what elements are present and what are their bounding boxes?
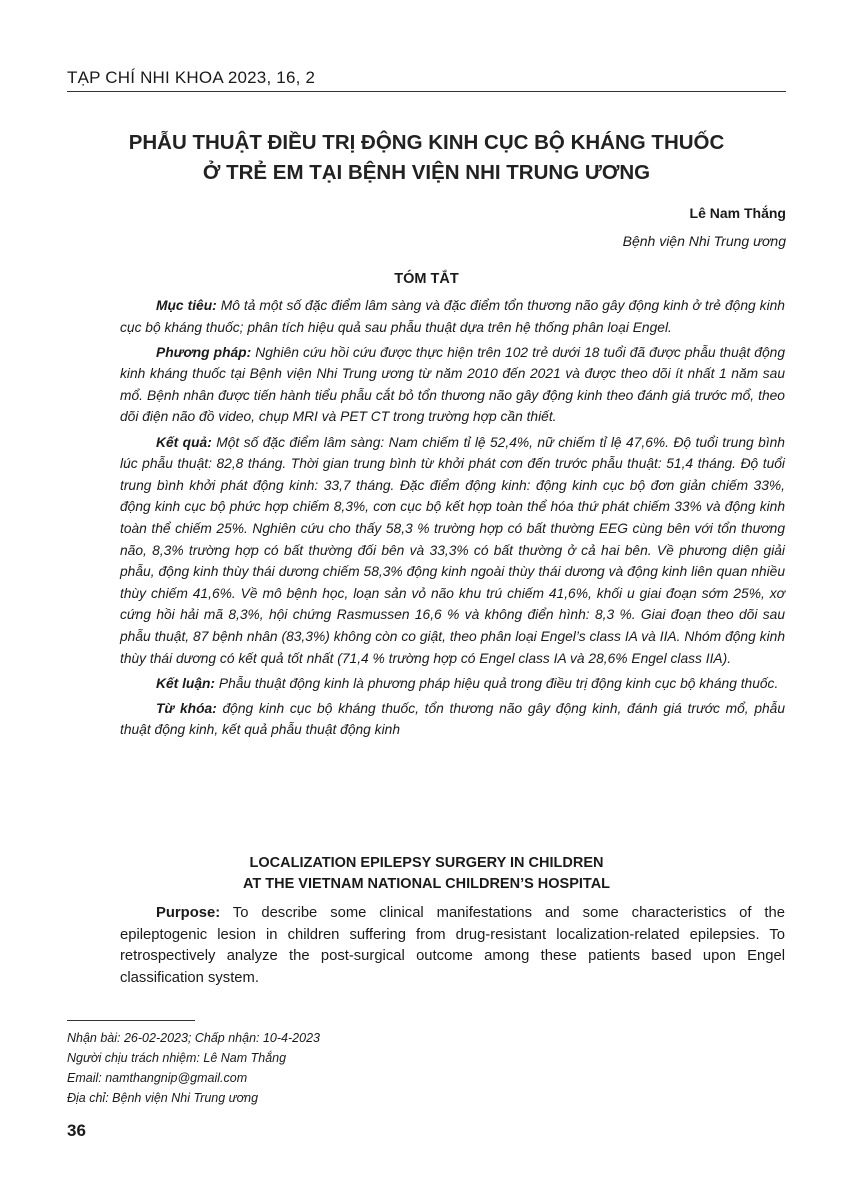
- purpose-paragraph: [120, 903, 785, 989]
- article-title: [67, 128, 786, 188]
- author-name: Lê Nam Thắng: [689, 205, 786, 221]
- objective-paragraph: [120, 295, 785, 338]
- method-text: Nghiên cứu hồi cứu được thực hiện trên 102 trẻ dưới 18 tuổi đã được phẫu thuật động kinh kháng thuốc tại Bệnh viện Nhi Trung ương từ năm 2010 đến 2021 và được theo dõi ít nhất 1 năm sau mổ. Bệnh nhân được tiến hành tiểu phẫu cắt bỏ tổn thương não gây động kinh theo đánh giá trước mổ, theo dõi điện não đồ video, chụp MRI và PET CT trong trường hợp cần thiết.: [120, 344, 786, 425]
- abstract-heading: TÓM TẮT: [394, 271, 459, 287]
- english-title-line-1: LOCALIZATION EPILEPSY SURGERY IN CHILDREN: [249, 855, 604, 871]
- english-title-line-2: AT THE VIETNAM NATIONAL CHILDREN’S HOSPITAL: [242, 876, 611, 892]
- objective-text: Mô tả một số đặc điểm lâm sàng và đặc điểm tổn thương não gây động kinh ở trẻ động kinh cục bộ kháng thuốc; phân tích hiệu quả sau phẫu thuật dựa trên hệ thống phân loại Engel.: [120, 298, 785, 335]
- footnote-rule: [67, 1020, 195, 1021]
- english-abstract: [120, 903, 785, 989]
- title-line-2: Ở TRẺ EM TẠI BỆNH VIỆN NHI TRUNG ƯƠNG: [202, 161, 651, 184]
- footnote-received: Nhận bài: 26-02-2023; Chấp nhận: 10-4-2023: [67, 1031, 320, 1045]
- keywords-label: Từ khóa:: [156, 700, 217, 716]
- results-paragraph: [120, 432, 785, 670]
- footnotes: [67, 1028, 320, 1108]
- results-text: Một số đặc điểm lâm sàng: Nam chiếm tỉ lệ 52,4%, nữ chiếm tỉ lệ 47,6%. Độ tuổi trung bình lúc phẫu thuật: 82,8 tháng. Thời gian trung bình từ khởi phát cơn đến trước phẫu thuật: 51,4 tháng. Độ tuổi trung bình khởi phát động kinh: 33,7 tháng. Đặc điểm động kinh: động kinh cục bộ đơn giản chiếm 33%, động kinh cục bộ phức hợp chiếm 8,3%, cơn cục bộ kết hợp toàn thể hóa thứ phát chiếm 33% và động kinh toàn thể chiếm 25%. Nghiên cứu cho thấy 58,3 % trường hợp có bất thường EEG cùng bên với tổn thương não, 8,3% trường hợp có bất thường đối bên và 33,3% có bất thường ở cả hai bên. Về phương diện giải phẫu, động kinh thùy thái dương chiếm 58,3% động kinh ngoài thùy thái dương và động kinh liên quan nhiều thùy chiếm 41,6%. Về mô bệnh học, loạn sản vỏ não khu trú chiếm 41,6%, khối u giai đoạn sớm 25%, xơ cứng hồi hải mã 8,3%, hội chứng Rasmussen 16,6 % và không điển hình: 8,3 %. Giai đoạn theo dõi sau phẫu thuật, 87 bệnh nhân (83,3%) không còn co giật, theo phân loại Engel’s class IA và IIA. Nhóm động kinh thùy thái dương có kết quả tốt nhất (71,4 % trường hợp có Engel class IA và 28,6% Engel class IIA).: [120, 434, 785, 666]
- results-label: Kết quả:: [156, 434, 212, 450]
- vietnamese-abstract: [120, 295, 785, 744]
- footnote-address: Địa chỉ: Bệnh viện Nhi Trung ương: [67, 1091, 259, 1105]
- conclusion-label: Kết luận:: [156, 675, 216, 691]
- method-label: Phương pháp:: [156, 344, 252, 360]
- objective-label: Mục tiêu:: [156, 298, 217, 313]
- purpose-text: To describe some clinical manifestations and some characteristics of the epileptogenic lesion in children suffering from drug-resistant localization-related epilepsies. To retrospectively analyze the post-surgical outcome among these patients based upon Engel classification system.: [120, 905, 785, 986]
- footnote-email: Email: namthangnip@gmail.com: [67, 1071, 248, 1085]
- author-affiliation: Bệnh viện Nhi Trung ương: [622, 233, 786, 249]
- purpose-label: Purpose:: [156, 905, 221, 921]
- keywords-paragraph: [120, 698, 785, 741]
- conclusion-text: Phẫu thuật động kinh là phương pháp hiệu quả trong điều trị động kinh cục bộ kháng thuốc.: [218, 675, 779, 691]
- header-rule: [67, 91, 786, 92]
- conclusion-paragraph: [120, 673, 785, 695]
- english-title: [67, 853, 786, 895]
- title-line-1: PHẪU THUẬT ĐIỀU TRỊ ĐỘNG KINH CỤC BỘ KHÁNG THUỐC: [128, 131, 725, 154]
- method-paragraph: [120, 342, 785, 428]
- page-number: 36: [67, 1121, 86, 1140]
- keywords-text: động kinh cục bộ kháng thuốc, tổn thương não gây động kinh, đánh giá trước mổ, phẫu thuật động kinh, kết quả phẫu thuật động kinh: [120, 700, 786, 738]
- journal-header: TẠP CHÍ NHI KHOA 2023, 16, 2: [67, 68, 316, 87]
- footnote-responsible: Người chịu trách nhiệm: Lê Nam Thắng: [67, 1051, 287, 1065]
